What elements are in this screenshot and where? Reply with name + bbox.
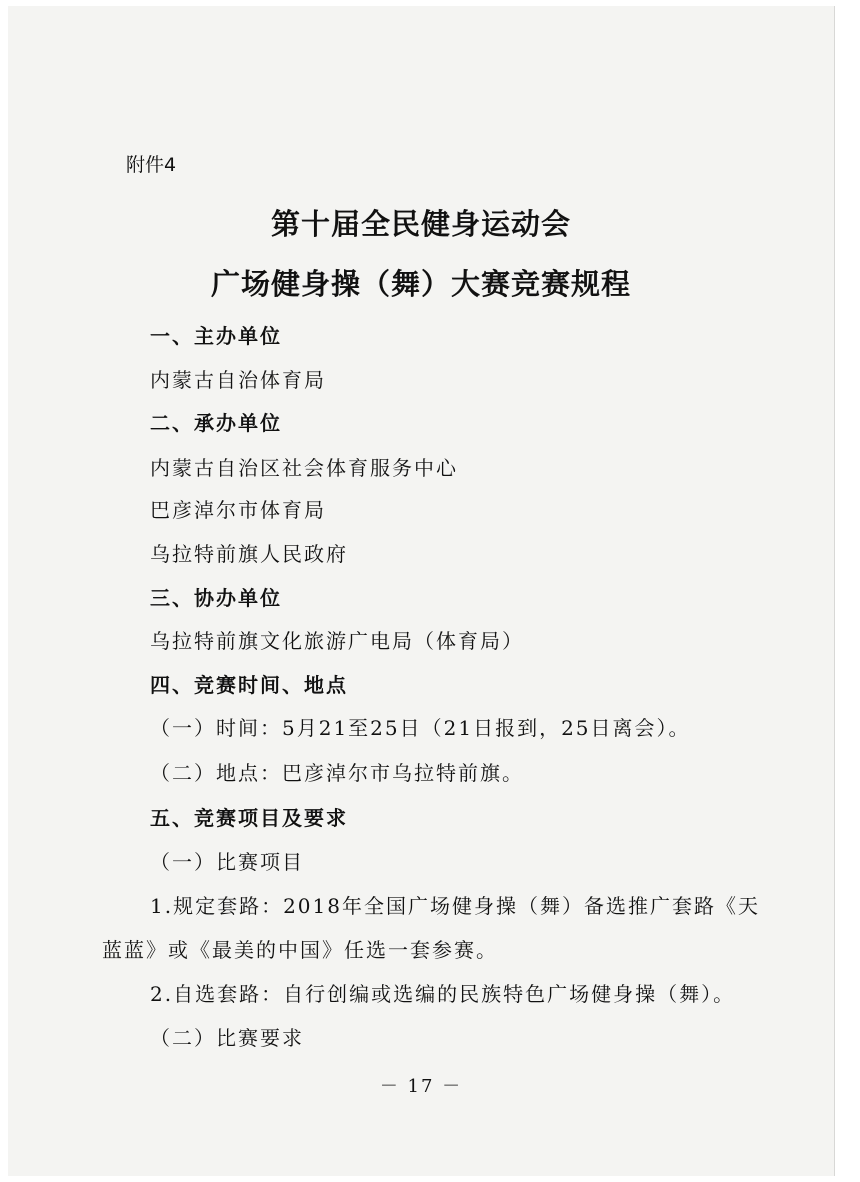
page-margin <box>836 0 860 1176</box>
page-number: － 17 － <box>379 1076 463 1097</box>
attachment-label: 附件4 <box>126 154 177 176</box>
required-routine-text: 1.规定套路：2018年全国广场健身操（舞）备选推广套路《天 <box>150 894 760 918</box>
undertaker-text-2: 巴彦淖尔市体育局 <box>150 498 326 522</box>
section-heading-undertaker: 二、承办单位 <box>150 411 282 435</box>
section-heading-time-place: 四、竞赛时间、地点 <box>150 673 348 697</box>
co-organizer-text: 乌拉特前旗文化旅游广电局（体育局） <box>150 629 524 653</box>
section-heading-events: 五、竞赛项目及要求 <box>150 806 348 830</box>
time-text: （一）时间：5月21至25日（21日报到，25日离会）。 <box>150 716 691 740</box>
section-heading-organizer: 一、主办单位 <box>150 324 282 348</box>
required-routine-continuation: 蓝蓝》或《最美的中国》任选一套参赛。 <box>102 938 498 962</box>
events-subheading-2: （二）比赛要求 <box>150 1026 304 1050</box>
document-title-line-2: 广场健身操（舞）大赛竞赛规程 <box>210 267 631 301</box>
events-subheading-1: （一）比赛项目 <box>150 850 304 874</box>
undertaker-text-1: 内蒙古自治区社会体育服务中心 <box>150 456 458 480</box>
section-heading-co-organizer: 三、协办单位 <box>150 586 282 610</box>
free-routine-text: 2.自选套路：自行创编或选编的民族特色广场健身操（舞）。 <box>150 982 736 1006</box>
document-title-line-1: 第十届全民健身运动会 <box>270 207 571 241</box>
organizer-text: 内蒙古自治体育局 <box>150 368 326 392</box>
place-text: （二）地点：巴彦淖尔市乌拉特前旗。 <box>150 761 524 785</box>
undertaker-text-3: 乌拉特前旗人民政府 <box>150 542 348 566</box>
document-page <box>8 6 835 1176</box>
